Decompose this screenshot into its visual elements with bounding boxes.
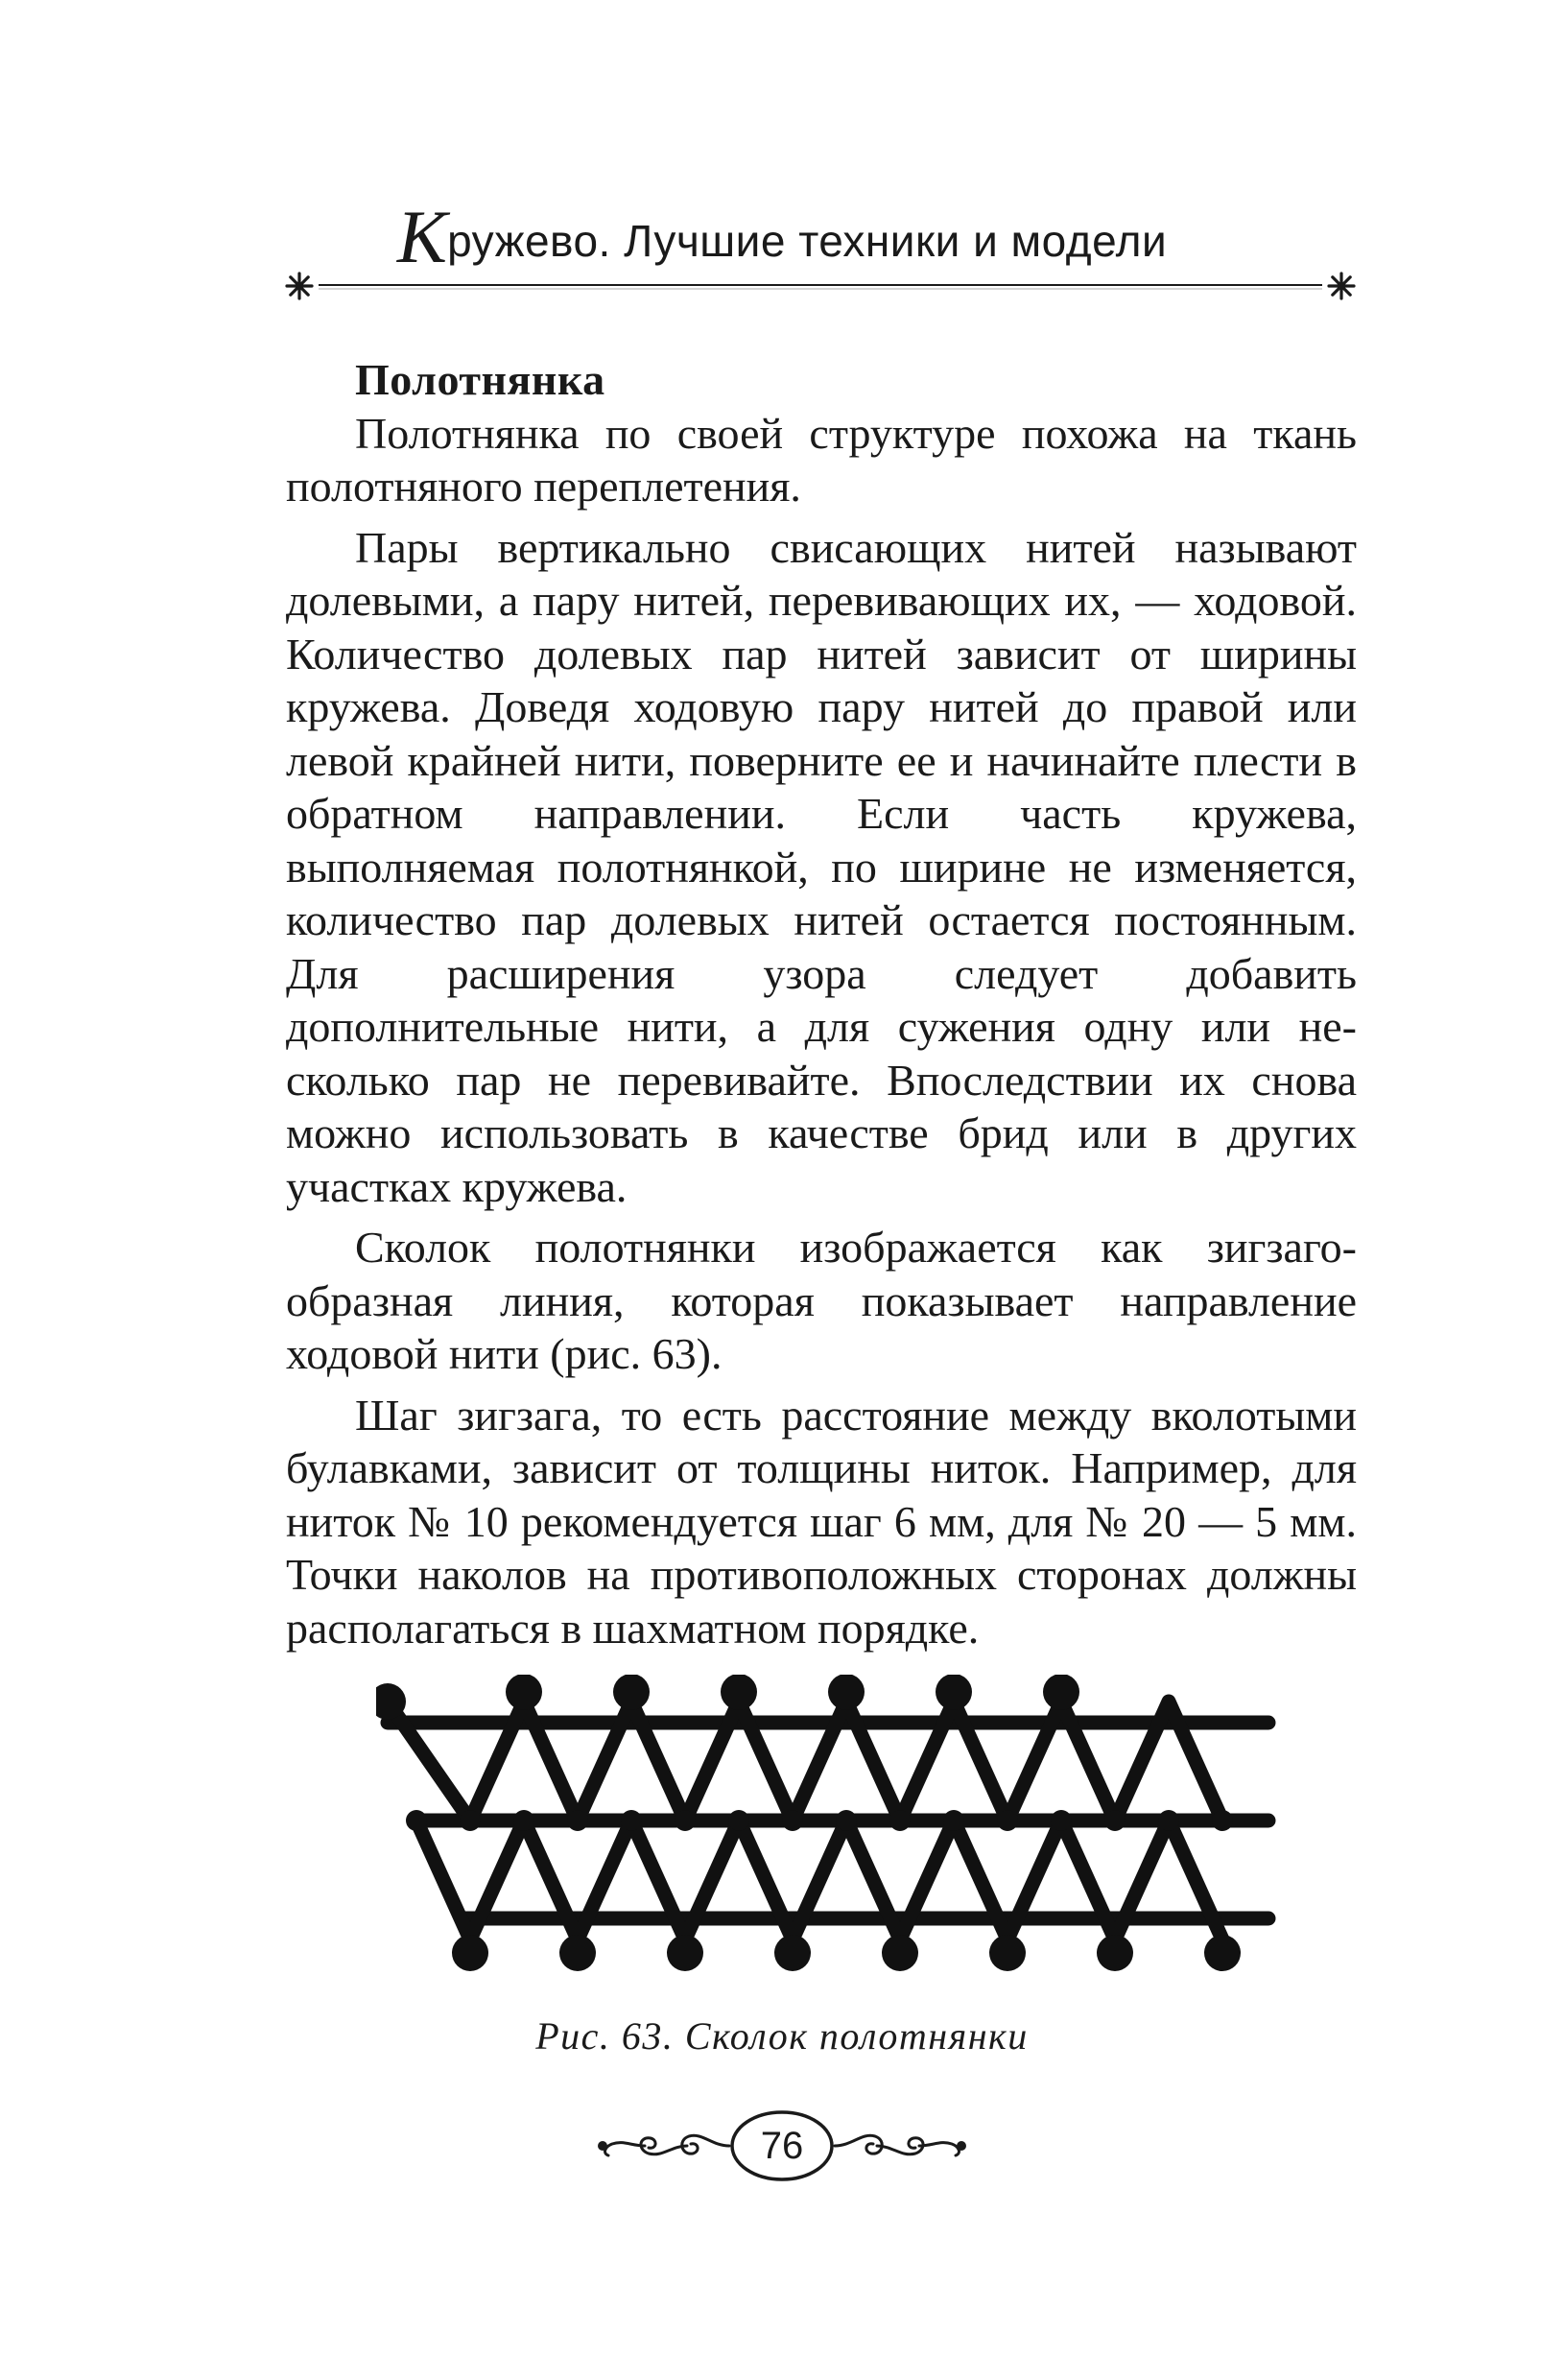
figure-caption: Рис. 63. Сколок полотнянки	[535, 2014, 1029, 2058]
body-text	[286, 353, 1357, 1662]
paragraph-4: Шаг зигзага, то есть расстояние между вколотыми булавками, зависит от толщины ниток. Например, для ниток № 10 рекомендуется шаг 6 мм, для № 20 — 5 мм. Точки наколов на противоположных сторонах должны располагаться в шахматном порядке.	[286, 1390, 1357, 1653]
page-number: 76	[760, 2125, 804, 2167]
figure-63-pricking-diagram	[376, 1675, 1278, 1972]
paragraph-1: Полотнянка по своей структуре похожа на ткань полотняного переплетения.	[286, 408, 1357, 511]
flourish-icon-right	[835, 2135, 959, 2155]
paragraph-2: Пары вертикально свисающих нитей называют долевыми, а пару нитей, перевивающих их, — ходовой. Количество долевых пар нитей зависит от ширины кружева. Доведя ходовую пару нитей до правой или левой крайней нити, поверните ее и начинайте плести в обратном направлении. Если часть кружева, выполняемая полотнянкой, по ширине не изменяется, количество пар долевых нитей остается постоянным. Для расширения узора следует добавить дополнительные нити, а для сужения одну или несколько пар не перевивайте. Впоследствии их снова можно использовать в качестве брид или в других участках кружева.	[286, 522, 1357, 1211]
running-head-title: ружево. Лучшие техники и модели	[447, 216, 1168, 266]
running-head-initial: К	[396, 195, 448, 278]
section-heading: Полотнянка	[355, 355, 605, 404]
paragraph-3: Сколок полотнянки изображается как зигзагообразная линия, которая показывает направление ходовой нити (рис. 63).	[286, 1223, 1357, 1378]
running-head	[0, 195, 1564, 278]
pin-dots-bottom	[452, 1935, 1241, 1971]
flourish-icon-left	[605, 2135, 729, 2155]
flower-ornament-icon-right	[1329, 274, 1354, 298]
flower-ornament-icon-left	[287, 274, 312, 298]
header-rule	[284, 271, 1357, 301]
